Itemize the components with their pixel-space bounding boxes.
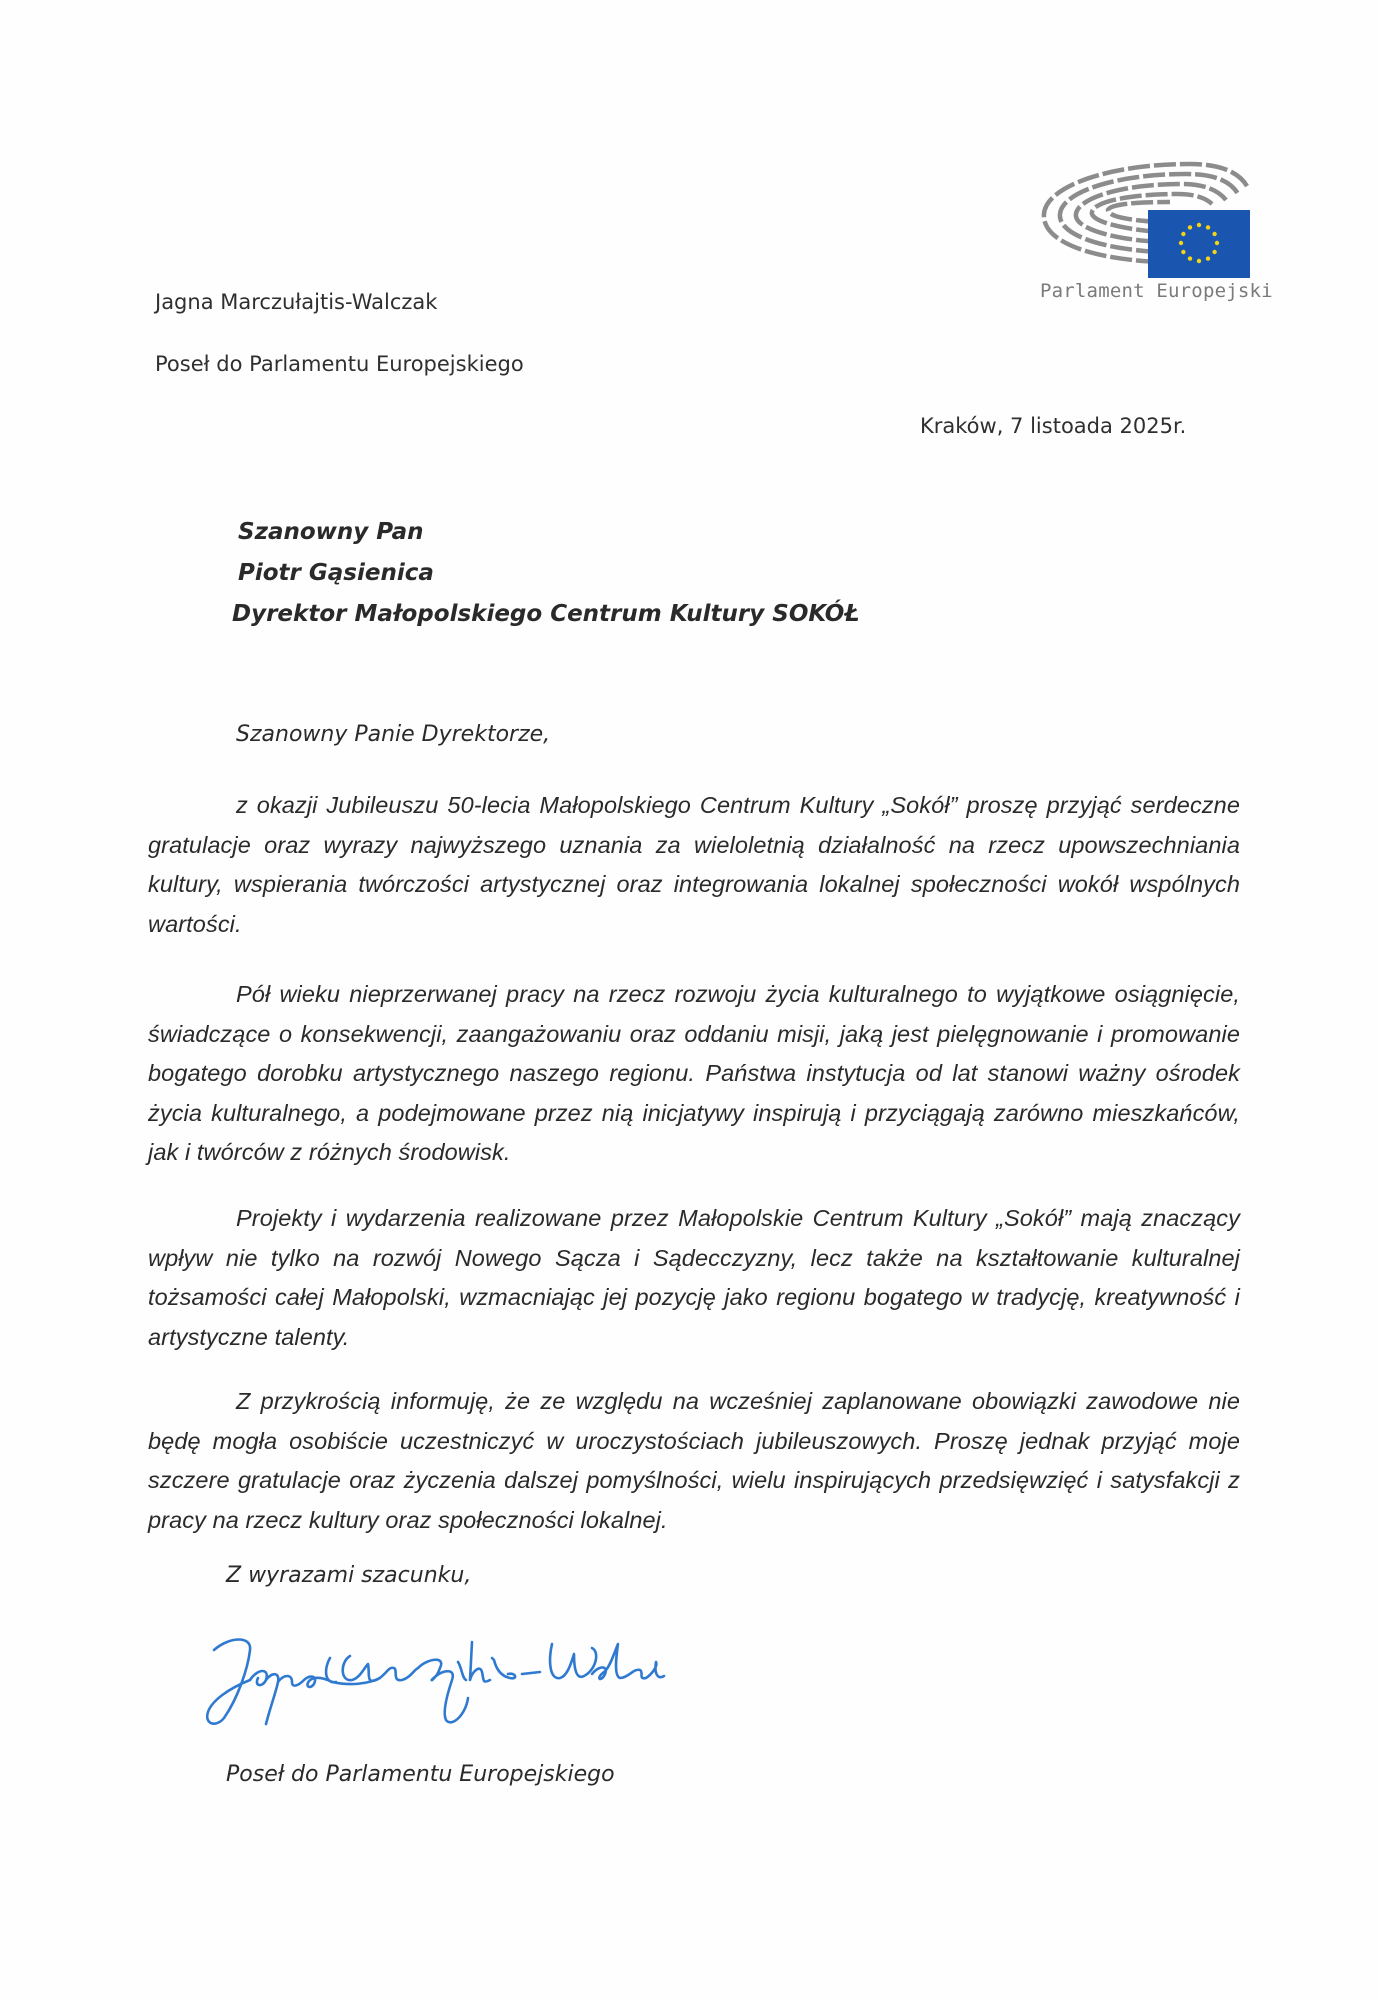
sender-title: Poseł do Parlamentu Europejskiego — [155, 352, 524, 376]
letter-salutation: Szanowny Panie Dyrektorze, — [236, 722, 551, 747]
signature-icon — [200, 1628, 670, 1728]
body-paragraph-2: Pół wieku nieprzerwanej pracy na rzecz rozwoju życia kulturalnego to wyjątkowe osiągnięcie, świadczące o konsekwencji, zaangażowaniu oraz oddaniu misji, jaką jest pielęgnowanie i promowanie bogatego dorobku artystycznego naszego regionu. Państwa instytucja od lat stanowi ważny ośrodek życia kulturalnego, a podejmowane przez nią inicjatywy inspirują i przyciągają zarówno mieszkańców, jak i twórców z różnych środowisk. — [148, 981, 1240, 1165]
body-paragraph-4: Z przykrością informuję, że ze względu na wcześniej zaplanowane obowiązki zawodowe nie będę mogła osobiście uczestniczyć w uroczystościach jubileuszowych. Proszę jednak przyjąć moje szczere gratulacje oraz życzenia dalszej pomyślności, wielu inspirujących przedsięwzięć i satysfakcji z pracy na rzecz kultury oraz społeczności lokalnej. — [148, 1388, 1240, 1533]
logo-text: Parlament Europejski — [1040, 280, 1273, 302]
signer-title: Poseł do Parlamentu Europejskiego — [226, 1762, 615, 1787]
recipient-position: Dyrektor Małopolskiego Centrum Kultury SOKÓŁ — [232, 601, 860, 627]
sender-name: Jagna Marczułajtis-Walczak — [155, 290, 438, 314]
european-parliament-logo — [1040, 158, 1273, 308]
handwritten-signature — [200, 1628, 670, 1728]
european-parliament-hemicycle-eu-flag-icon — [1040, 158, 1250, 278]
eu-flag-icon — [1148, 210, 1250, 278]
body-paragraph-1: z okazji Jubileuszu 50-lecia Małopolskiego Centrum Kultury „Sokół” proszę przyjąć serdeczne gratulacje oraz wyrazy najwyższego uznania za wieloletnią działalność na rzecz upowszechniania kultury, wspierania twórczości artystycznej oraz integrowania lokalnej społeczności wokół wspólnych wartości. — [148, 792, 1240, 937]
place-and-date: Kraków, 7 listoada 2025r. — [920, 414, 1187, 438]
recipient-block — [232, 512, 859, 635]
recipient-salutation: Szanowny Pan — [238, 519, 424, 545]
body-paragraph-3: Projekty i wydarzenia realizowane przez Małopolskie Centrum Kultury „Sokół” mają znaczący wpływ nie tylko na rozwój Nowego Sącza i Sądecczyzny, lecz także na kształtowanie kulturalnej tożsamości całej Małopolski, wzmacniając jej pozycję jako regionu bogatego w tradycję, kreatywność i artystyczne talenty. — [148, 1205, 1240, 1350]
letter-closing: Z wyrazami szacunku, — [226, 1563, 472, 1588]
recipient-name: Piotr Gąsienica — [238, 560, 434, 586]
